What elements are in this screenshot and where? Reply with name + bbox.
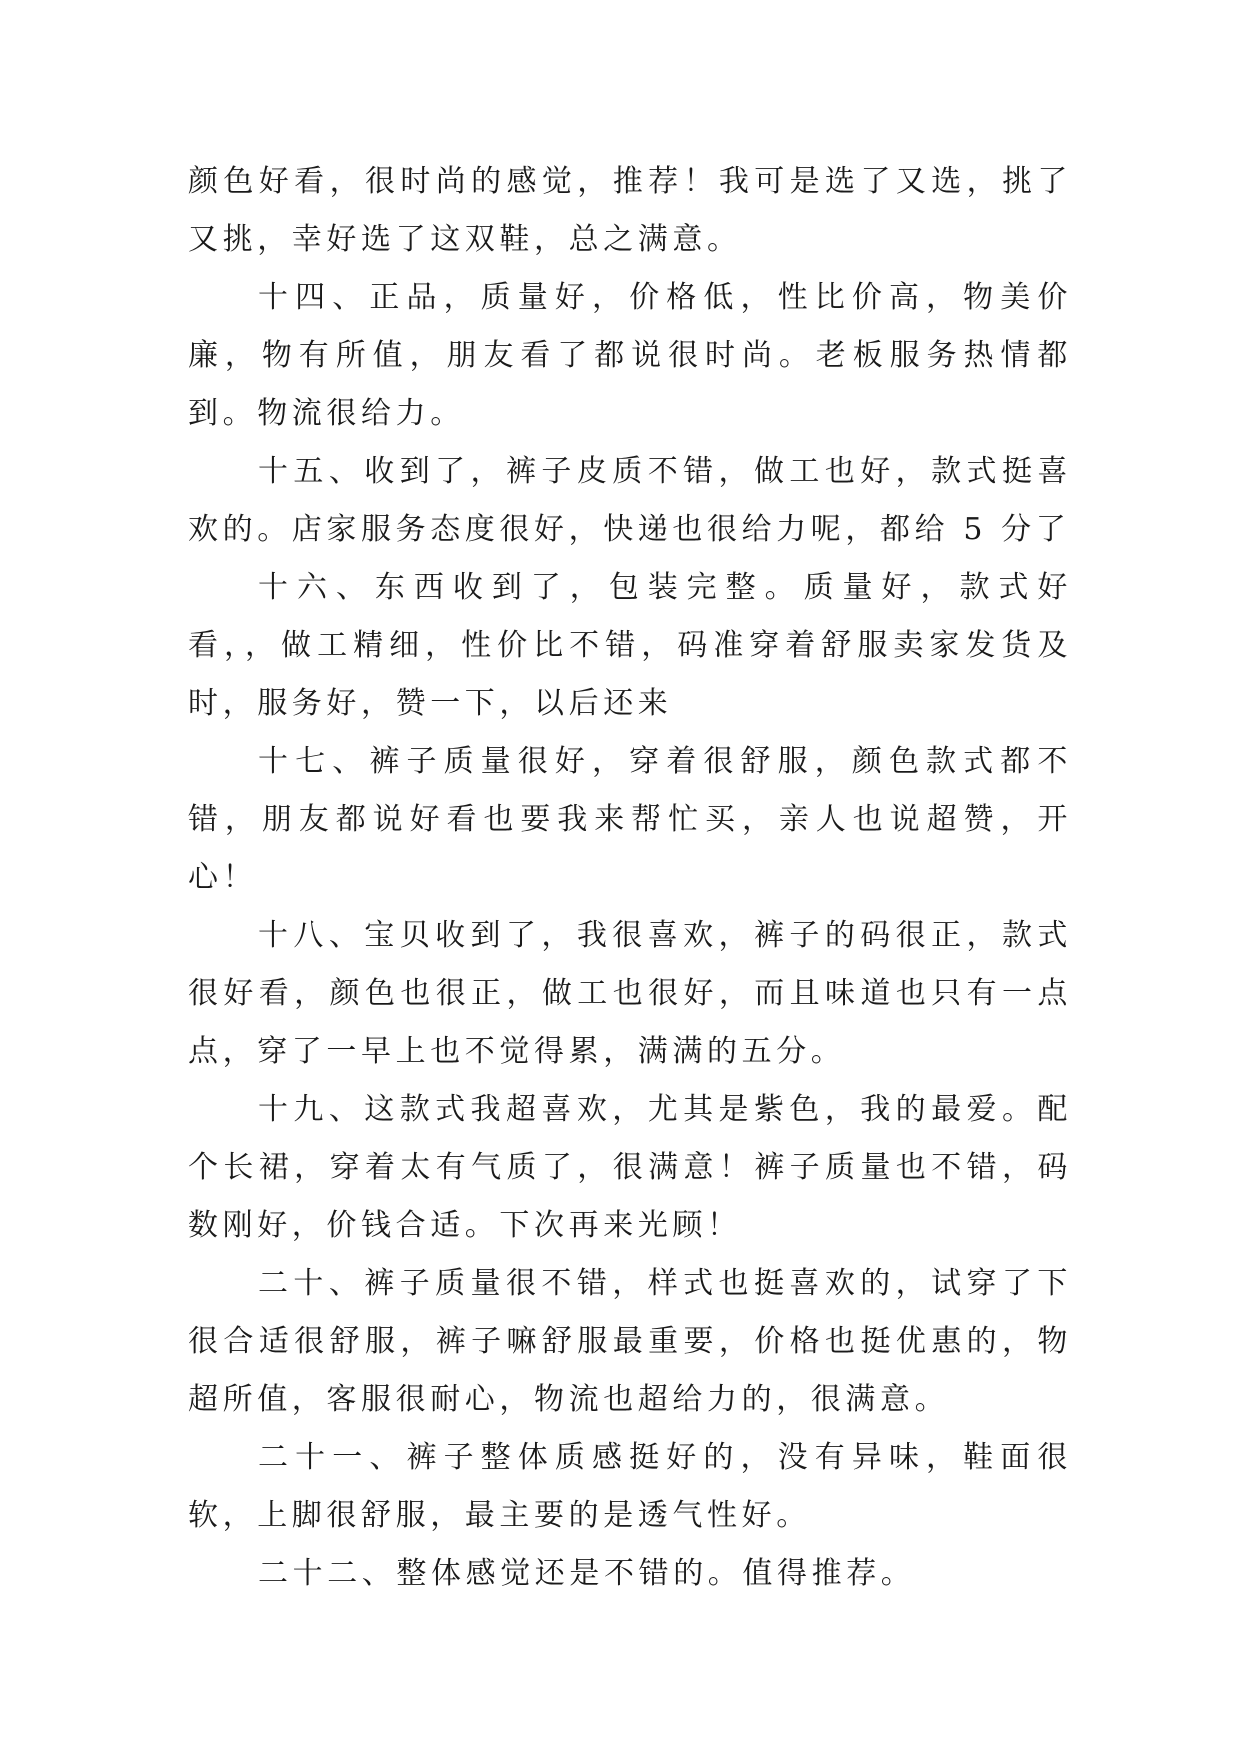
paragraph-review-19: 十九、这款式我超喜欢，尤其是紫色，我的最爱。配个长裙，穿着太有气质了，很满意！裤子质量也不错，码数刚好，价钱合适。下次再来光顾！ — [188, 1092, 1072, 1243]
paragraph-review-22: 二十二、整体感觉还是不错的。值得推荐。 — [258, 1556, 916, 1591]
paragraph-review-16: 十六、东西收到了，包装完整。质量好，款式好看，，做工精细，性价比不错，码准穿着舒服卖家发货及时，服务好，赞一下，以后还来 — [188, 570, 1072, 721]
paragraph-continuation: 颜色好看，很时尚的感觉，推荐！我可是选了又选，挑了又挑，幸好选了这双鞋，总之满意。 — [188, 164, 1072, 257]
paragraph-review-17: 十七、裤子质量很好，穿着很舒服，颜色款式都不错，朋友都说好看也要我来帮忙买，亲人也说超赞，开心！ — [188, 744, 1072, 895]
paragraph-review-20: 二十、裤子质量很不错，样式也挺喜欢的，试穿了下很合适很舒服，裤子嘛舒服最重要，价格也挺优惠的，物超所值，客服很耐心，物流也超给力的，很满意。 — [188, 1266, 1072, 1417]
paragraph-review-14: 十四、正品，质量好，价格低，性比价高，物美价廉，物有所值，朋友看了都说很时尚。老板服务热情都到。物流很给力。 — [188, 280, 1072, 431]
document-body — [188, 153, 1072, 1603]
paragraph-review-15: 十五、收到了，裤子皮质不错，做工也好，款式挺喜欢的。店家服务态度很好，快递也很给力呢，都给 5 分了 — [188, 454, 1072, 547]
paragraph-review-18: 十八、宝贝收到了，我很喜欢，裤子的码很正，款式很好看，颜色也很正，做工也很好，而且味道也只有一点点，穿了一早上也不觉得累，满满的五分。 — [188, 918, 1072, 1069]
paragraph-review-21: 二十一、裤子整体质感挺好的，没有异味，鞋面很软，上脚很舒服，最主要的是透气性好。 — [188, 1440, 1072, 1533]
